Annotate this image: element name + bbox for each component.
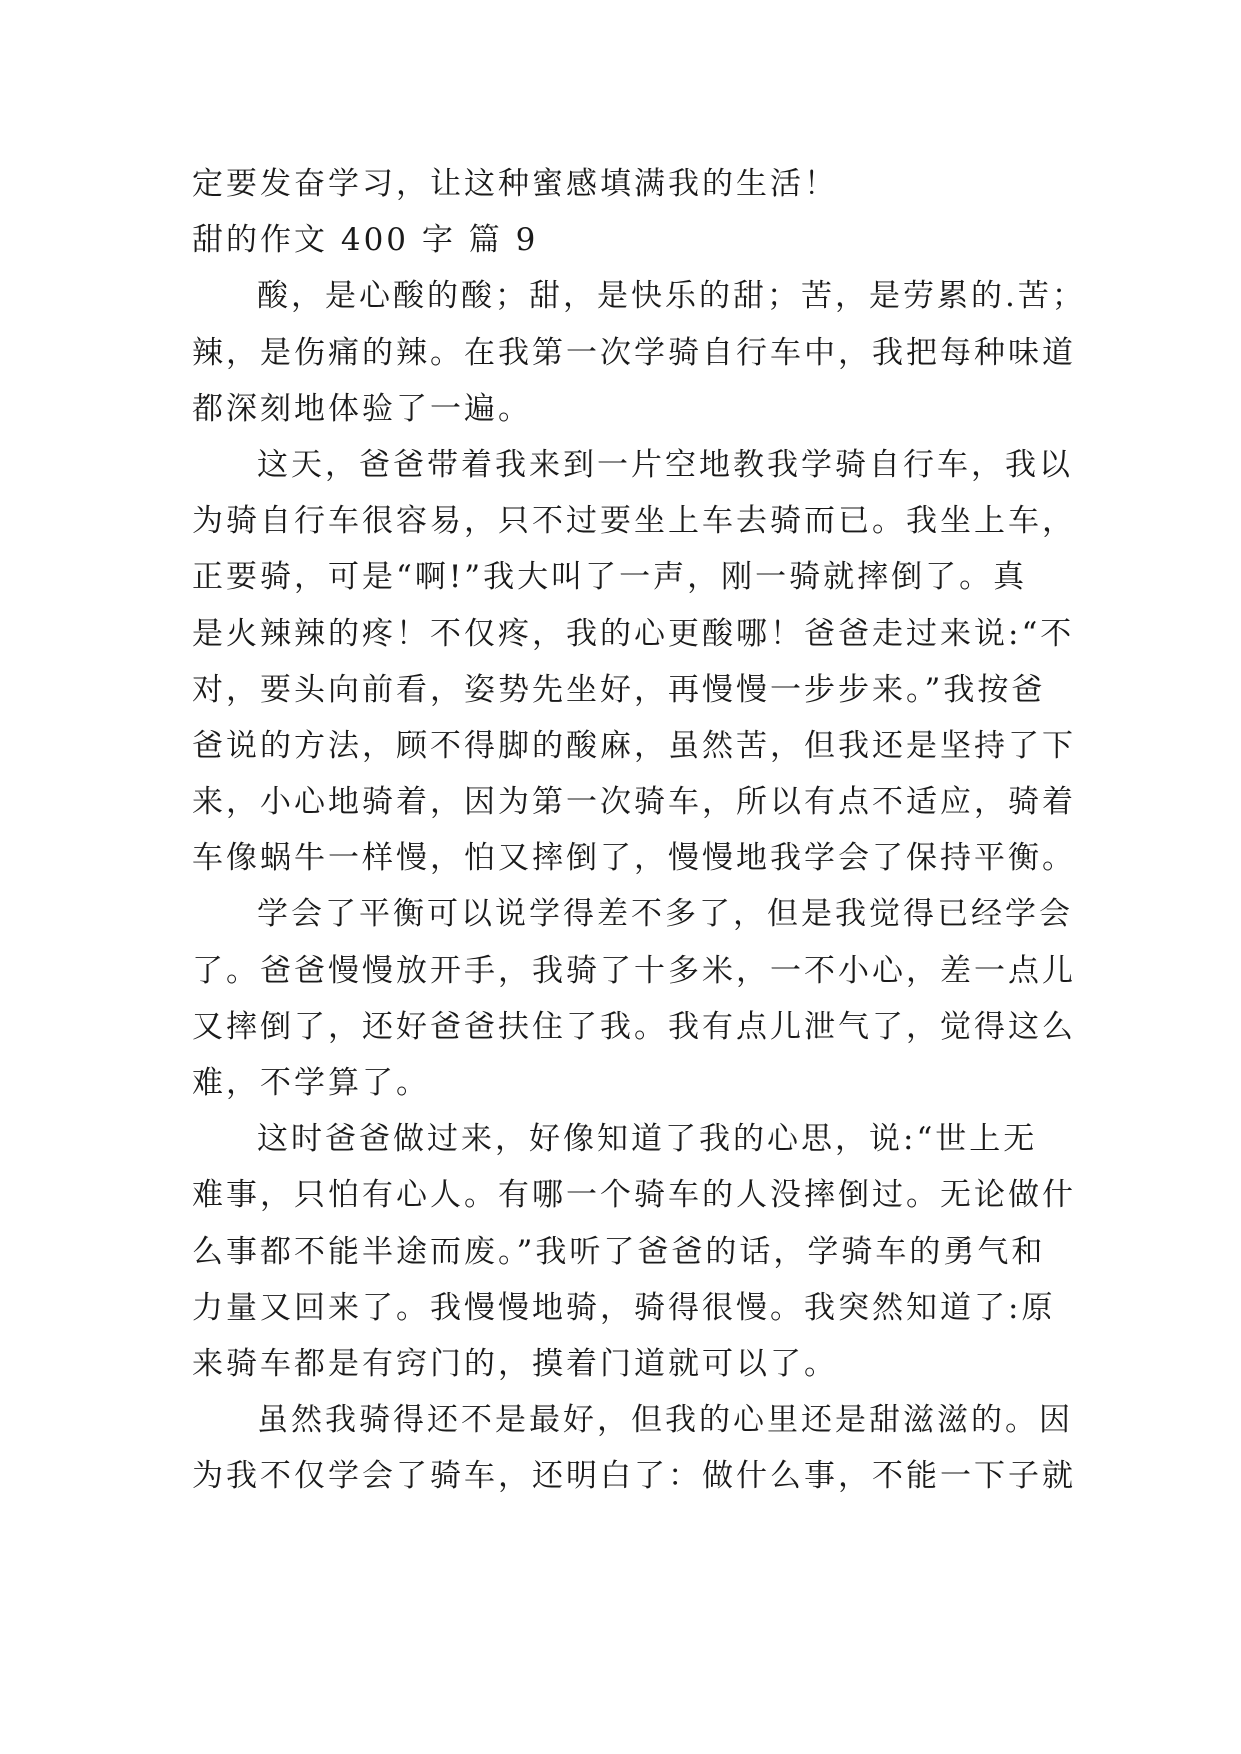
essay-heading: 甜的作文 400 字 篇 9 bbox=[192, 222, 539, 259]
text-line: 来骑车都是有窍门的，摸着门道就可以了。 bbox=[192, 1345, 838, 1382]
continuation-line: 定要发奋学习，让这种蜜感填满我的生活！ bbox=[192, 166, 838, 202]
text-line: 难，不学算了。 bbox=[192, 1065, 430, 1101]
text-line: 来，小心地骑着，因为第一次骑车，所以有点不适应，骑着 bbox=[192, 784, 1076, 821]
text-line: 虽然我骑得还不是最好，但我的心里还是甜滋滋的。因 bbox=[257, 1402, 1073, 1439]
text-line: 正要骑，可是“啊!”我大叫了一声，刚一骑就摔倒了。真 bbox=[192, 559, 1028, 596]
text-line: 难事，只怕有心人。有哪一个骑车的人没摔倒过。无论做什 bbox=[192, 1177, 1076, 1214]
paragraph bbox=[192, 268, 1086, 437]
text-line: 为骑自行车很容易，只不过要坐上车去骑而已。我坐上车， bbox=[192, 503, 1076, 540]
text-line: 对，要头向前看，姿势先坐好，再慢慢一步步来。”我按爸 bbox=[192, 671, 1046, 708]
text-line: 这时爸爸做过来，好像知道了我的心思，说:“世上无 bbox=[257, 1121, 1038, 1158]
text-line: 了。爸爸慢慢放开手，我骑了十多米，一不小心，差一点儿 bbox=[192, 952, 1076, 989]
text-line: 酸，是心酸的酸；甜，是快乐的甜；苦，是劳累的.苦； bbox=[257, 278, 1086, 315]
paragraph bbox=[192, 886, 1076, 1111]
text-line: 爸说的方法，顾不得脚的酸麻，虽然苦，但我还是坚持了下 bbox=[192, 727, 1076, 764]
paragraph bbox=[192, 437, 1076, 887]
document-body bbox=[192, 156, 1086, 1505]
text-line: 辣，是伤痛的辣。在我第一次学骑自行车中，我把每种味道 bbox=[192, 334, 1076, 371]
paragraph bbox=[192, 1392, 1076, 1504]
text-line: 学会了平衡可以说学得差不多了，但是我觉得已经学会 bbox=[257, 896, 1073, 933]
text-line: 为我不仅学会了骑车，还明白了：做什么事，不能一下子就 bbox=[192, 1458, 1076, 1495]
paragraph bbox=[192, 1111, 1076, 1392]
text-line: 又摔倒了，还好爸爸扶住了我。我有点儿泄气了，觉得这么 bbox=[192, 1008, 1076, 1045]
text-line: 都深刻地体验了一遍。 bbox=[192, 390, 532, 427]
text-line: 是火辣辣的疼！不仅疼，我的心更酸哪！爸爸走过来说:“不 bbox=[192, 615, 1075, 652]
text-line: 这天，爸爸带着我来到一片空地教我学骑自行车，我以 bbox=[257, 446, 1073, 483]
text-line: 么事都不能半途而废。”我听了爸爸的话，学骑车的勇气和 bbox=[192, 1233, 1046, 1270]
text-line: 车像蜗牛一样慢，怕又摔倒了，慢慢地我学会了保持平衡。 bbox=[192, 840, 1076, 877]
text-line: 力量又回来了。我慢慢地骑，骑得很慢。我突然知道了:原 bbox=[192, 1289, 1056, 1326]
